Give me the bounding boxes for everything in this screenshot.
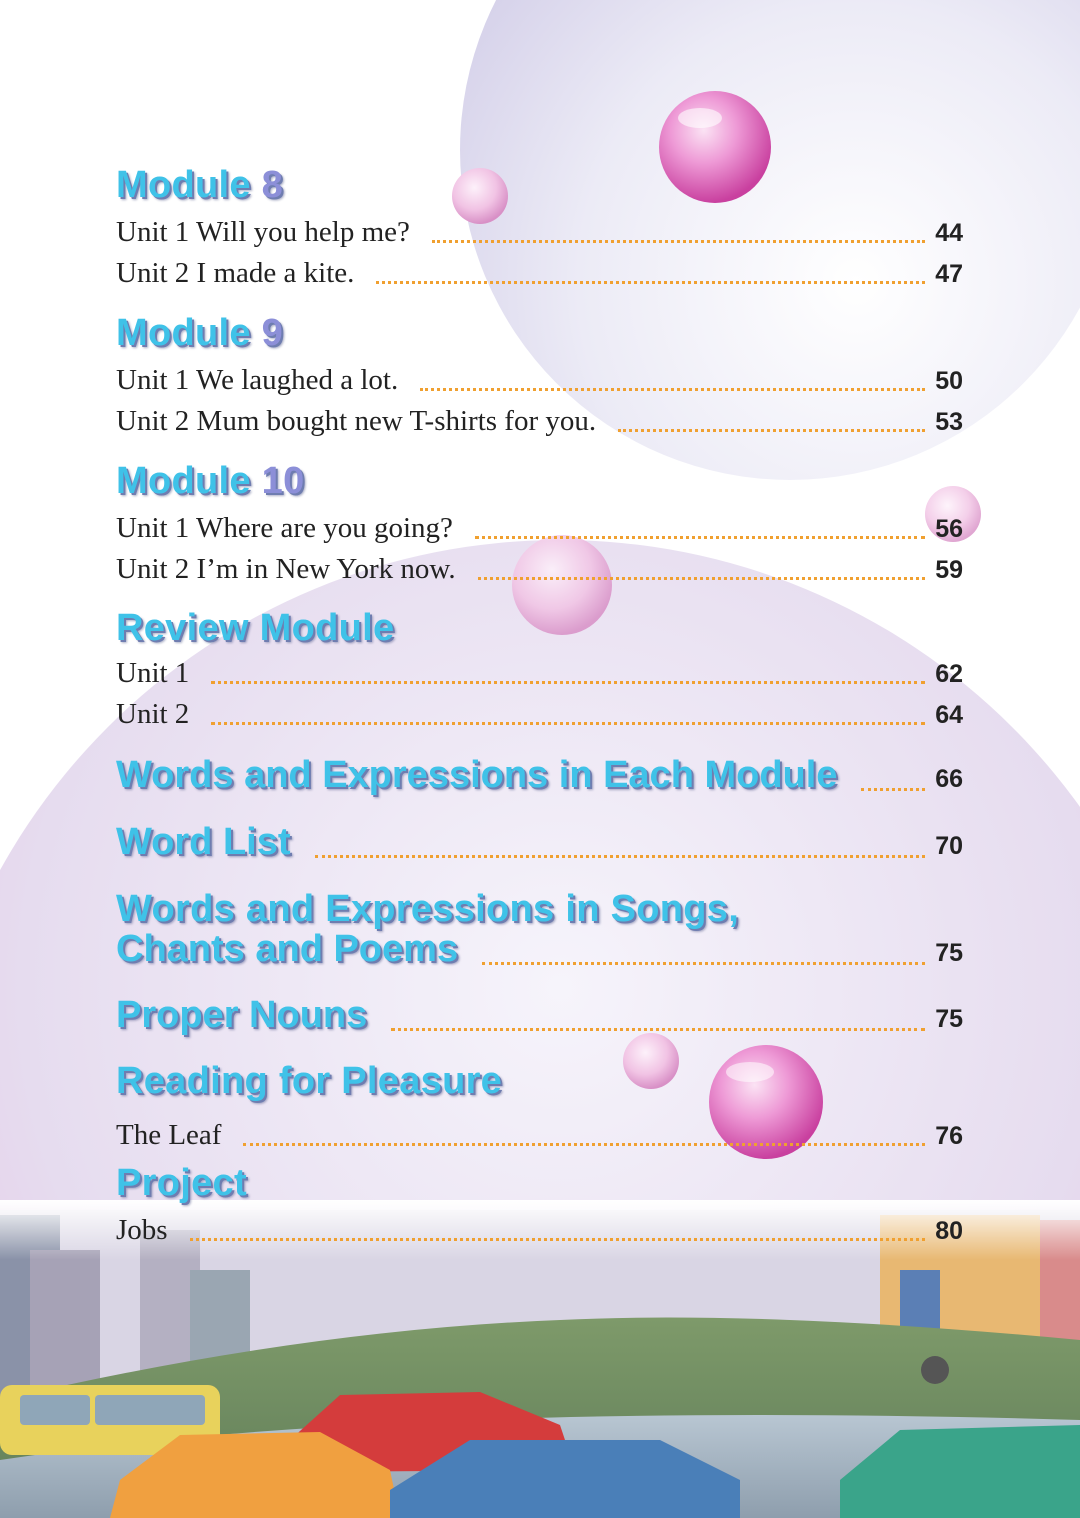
dot-leader [618, 429, 925, 432]
module-number: 9 [261, 312, 284, 354]
toc-entry-words-each-module[interactable] [116, 754, 963, 797]
module-10-heading [116, 460, 305, 503]
reading-heading: Reading for Pleasure [116, 1060, 503, 1102]
dot-leader [190, 1238, 926, 1241]
entry-label: Chants and Poems [116, 928, 459, 970]
toc-entry-word-list[interactable] [116, 821, 963, 864]
toc-entry[interactable] [116, 553, 963, 586]
entry-label: Unit 1 [116, 657, 190, 689]
module-title: Module [116, 164, 251, 206]
project-heading: Project [116, 1162, 247, 1204]
toc-entry[interactable] [116, 1119, 963, 1152]
page-number: 70 [935, 832, 963, 860]
toc-entry[interactable] [116, 364, 963, 397]
toc-entry[interactable] [116, 698, 963, 731]
dot-leader [211, 722, 925, 725]
toc-entry[interactable] [116, 257, 963, 290]
entry-label: Proper Nouns [116, 994, 368, 1036]
dot-leader [475, 536, 925, 539]
page-number: 75 [935, 939, 963, 967]
page-number: 47 [935, 260, 963, 288]
page-number: 56 [935, 515, 963, 543]
entry-label: The Leaf [116, 1119, 222, 1151]
dot-leader [211, 681, 925, 684]
page-number: 44 [935, 219, 963, 247]
toc-entry-words-songs[interactable] [116, 928, 963, 971]
entry-label: Unit 2 Mum bought new T-shirts for you. [116, 405, 597, 437]
page-number: 59 [935, 556, 963, 584]
page-number: 76 [935, 1122, 963, 1150]
page-number: 80 [935, 1217, 963, 1245]
dot-leader [376, 281, 925, 284]
toc-entry[interactable] [116, 1214, 963, 1247]
module-number: 8 [261, 164, 284, 206]
toc-entry-proper-nouns[interactable] [116, 994, 963, 1037]
page-number: 50 [935, 367, 963, 395]
dot-leader [243, 1143, 925, 1146]
page-number: 75 [935, 1005, 963, 1033]
module-title: Module [116, 312, 251, 354]
page-number: 53 [935, 408, 963, 436]
entry-label: Unit 2 [116, 698, 190, 730]
review-module-heading: Review Module [116, 607, 395, 649]
page-number: 64 [935, 701, 963, 729]
city-scene [0, 1200, 1080, 1518]
entry-label: Unit 1 Will you help me? [116, 216, 410, 248]
dot-leader [420, 388, 925, 391]
dot-leader [432, 240, 925, 243]
toc-entry[interactable] [116, 657, 963, 690]
toc-entry[interactable] [116, 405, 963, 438]
entry-label: Unit 2 I made a kite. [116, 257, 355, 289]
words-songs-heading-line1: Words and Expressions in Songs, [116, 888, 740, 930]
entry-label: Unit 2 I’m in New York now. [116, 553, 456, 585]
module-9-heading [116, 312, 283, 355]
dot-leader [482, 962, 925, 965]
entry-label: Unit 1 We laughed a lot. [116, 364, 399, 396]
module-8-heading [116, 164, 283, 207]
module-number: 10 [261, 460, 305, 502]
module-title: Module [116, 460, 251, 502]
entry-label: Jobs [116, 1214, 168, 1246]
dot-leader [391, 1028, 925, 1031]
entry-label: Word List [116, 821, 291, 863]
toc-entry[interactable] [116, 216, 963, 249]
dot-leader [478, 577, 926, 580]
dot-leader [315, 855, 926, 858]
page-number: 62 [935, 660, 963, 688]
dot-leader [861, 788, 925, 791]
entry-label: Words and Expressions in Each Module [116, 754, 838, 796]
toc-entry[interactable] [116, 512, 963, 545]
page-number: 66 [935, 765, 963, 793]
entry-label: Unit 1 Where are you going? [116, 512, 453, 544]
